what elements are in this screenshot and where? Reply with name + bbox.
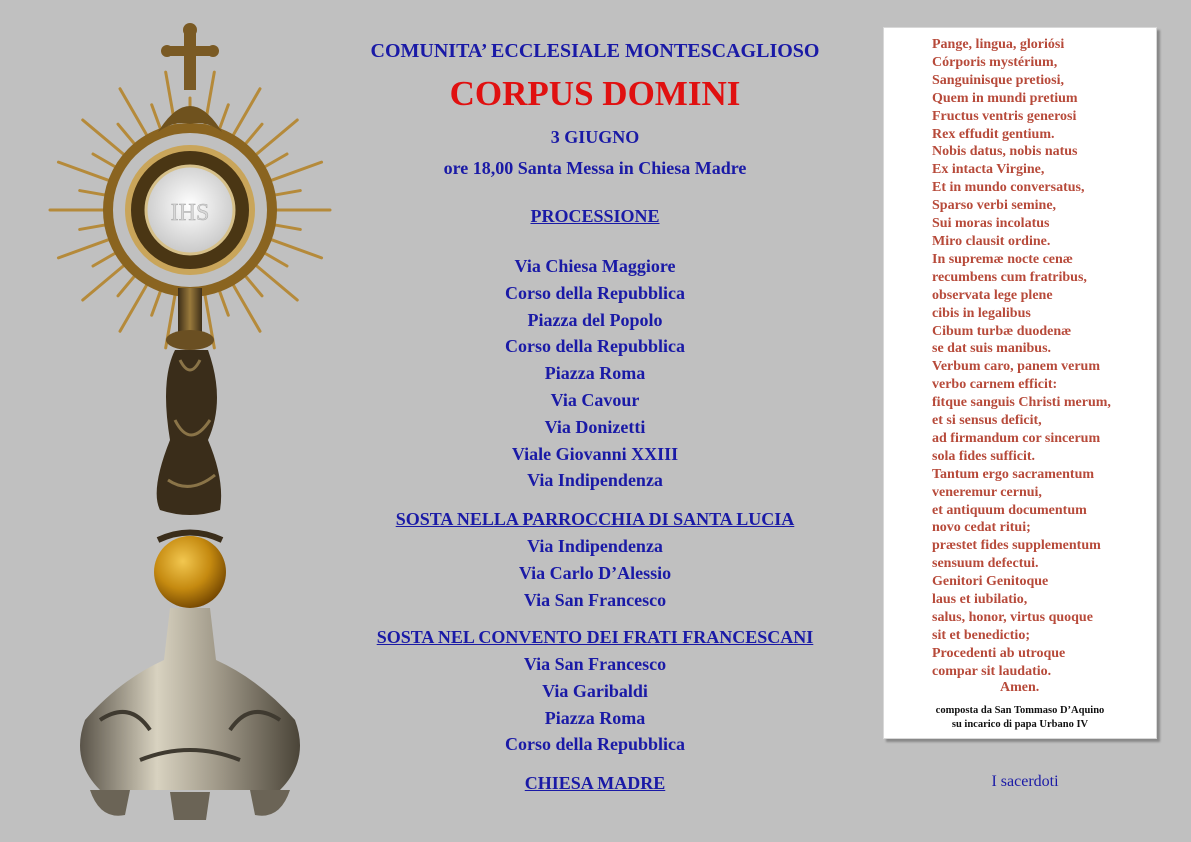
event-title: CORPUS DOMINI [449,74,741,113]
hymn-line: Procedenti ab utroque [932,645,1066,661]
route-street: Piazza Roma [544,363,646,384]
hymn-line: Sanguinisque pretiosi, [932,72,1065,88]
hymn-line: Córporis mystérium, [932,54,1058,70]
sun-ray [275,191,301,196]
sun-ray [93,154,116,167]
hymn-line: Sui moras incolatus [932,216,1050,232]
silver-base [80,608,300,790]
hymn-line: se dat suis manibus. [932,341,1052,357]
section-heading-convento: SOSTA NEL CONVENTO DEI FRATI FRANCESCANI [376,627,814,647]
sun-ray [58,239,109,257]
gold-orb [154,536,226,608]
sun-ray [120,284,147,331]
route-street: Via San Francesco [523,589,667,610]
base-feet [90,790,290,820]
sun-ray [120,89,147,136]
hymn-line: et si sensus deficit, [932,413,1042,429]
route-street: Corso della Repubblica [504,336,686,357]
hymn-line: In supremæ nocte cenæ [932,251,1073,267]
hymn-amen: Amen. [1000,680,1040,695]
sun-ray [80,191,106,196]
hymn-line: compar sit laudatio. [932,663,1052,679]
section-heading-chiesa-madre: CHIESA MADRE [524,773,666,793]
hymn-line: Sparso verbi semine, [932,198,1057,214]
route-street: Piazza Roma [544,707,646,728]
sun-ray [245,124,262,144]
sun-ray [264,154,287,167]
event-date: 3 GIUGNO [550,127,640,147]
sun-ray [152,291,161,315]
hymn-line: Genitori Genitoque [932,574,1049,590]
monstrance-illustration [30,20,340,832]
route-street: Piazza del Popolo [527,309,663,330]
sun-ray [219,105,228,129]
route-street: Via Donizetti [544,416,646,437]
route-street: Via Garibaldi [542,680,648,701]
route-list-3 [340,651,850,758]
route-street: Corso della Repubblica [504,734,686,755]
hymn-line: Et in mundo conversatus, [932,180,1085,196]
hymn-line: Rex effudit gentium. [932,126,1055,142]
hymn-line: sit et benedictio; [932,627,1030,643]
sun-ray [271,162,322,180]
hymn-line: præstet fides supplementum [932,538,1101,554]
sun-ray [152,105,161,129]
ihs-monogram: IHS [170,200,210,226]
route-street: Via Cavour [550,389,640,410]
hymn-line: observata lege plene [932,287,1053,303]
hymn-line: Fructus ventris generosi [932,108,1077,124]
section-heading-santa-lucia: SOSTA NELLA PARROCCHIA DI SANTA LUCIA [395,509,795,529]
sun-ray [118,124,135,144]
sun-ray [233,89,260,136]
hymn-line: sensuum defectui. [932,556,1039,572]
hymn-line: Ex intacta Virgine, [932,162,1045,178]
sun-ray [118,276,135,296]
credit-line-1: composta da San Tommaso D’Aquino [935,705,1105,716]
hymn-line: Cibum turbæ duodenæ [932,323,1072,339]
hymn-line: recumbens cum fratribus, [932,269,1087,285]
hymn-line: Miro clausit ordine. [932,233,1051,249]
sun-ray [58,162,109,180]
hymn-line: fitque sanguis Christi merum, [932,395,1111,411]
route-street: Viale Giovanni XXIII [511,443,679,464]
route-street: Via Chiesa Maggiore [514,256,676,276]
hymn-line: cibis in legalibus [932,305,1031,321]
cross-icon [161,23,219,90]
section-heading-processione: PROCESSIONE [530,206,660,226]
stem-knot [166,330,214,350]
hymn-line: laus et iubilatio, [932,592,1028,608]
sun-ray [219,291,228,315]
hymn-line: sola fides sufficit. [932,448,1036,464]
route-street: Via Indipendenza [527,536,663,556]
hymn-line: Nobis datus, nobis natus [932,144,1078,160]
credit-line-2: su incarico di papa Urbano IV [951,719,1089,730]
hymn-line: Pange, lingua, gloriósi [932,37,1065,52]
sun-ray [233,284,260,331]
sun-ray [245,276,262,296]
route-list-2 [340,533,850,613]
sun-ray [271,239,322,257]
sun-ray [93,253,116,266]
sun-ray [80,225,106,230]
hymn-line: Quem in mundi pretium [932,90,1078,106]
hymn-text [932,36,1111,681]
hymn-line: novo cedat ritui; [932,520,1031,536]
hymn-line: verbo carnem efficit: [932,377,1058,393]
community-header: COMUNITA’ ECCLESIALE MONTESCAGLIOSO [370,40,820,62]
figure-statue [157,350,221,515]
hymn-line: veneremur cernui, [932,484,1042,500]
hymn-line: ad firmandum cor sincerum [932,430,1101,446]
hymn-line: Verbum caro, panem verum [932,359,1100,375]
sun-ray [275,225,301,230]
route-street: Via Indipendenza [527,470,663,491]
hymn-line: et antiquum documentum [932,502,1087,518]
hymn-credit [883,704,1157,732]
route-list-1 [340,253,850,494]
mass-time: ore 18,00 Santa Messa in Chiesa Madre [443,158,747,178]
signature: I sacerdoti [991,773,1059,790]
route-street: Via Carlo D’Alessio [518,562,672,583]
hymn-line: Tantum ergo sacramentum [932,466,1095,482]
sun-ray [264,253,287,266]
route-street: Via San Francesco [523,654,667,674]
hymn-line: salus, honor, virtus quoque [932,610,1093,625]
route-street: Corso della Repubblica [504,282,686,303]
